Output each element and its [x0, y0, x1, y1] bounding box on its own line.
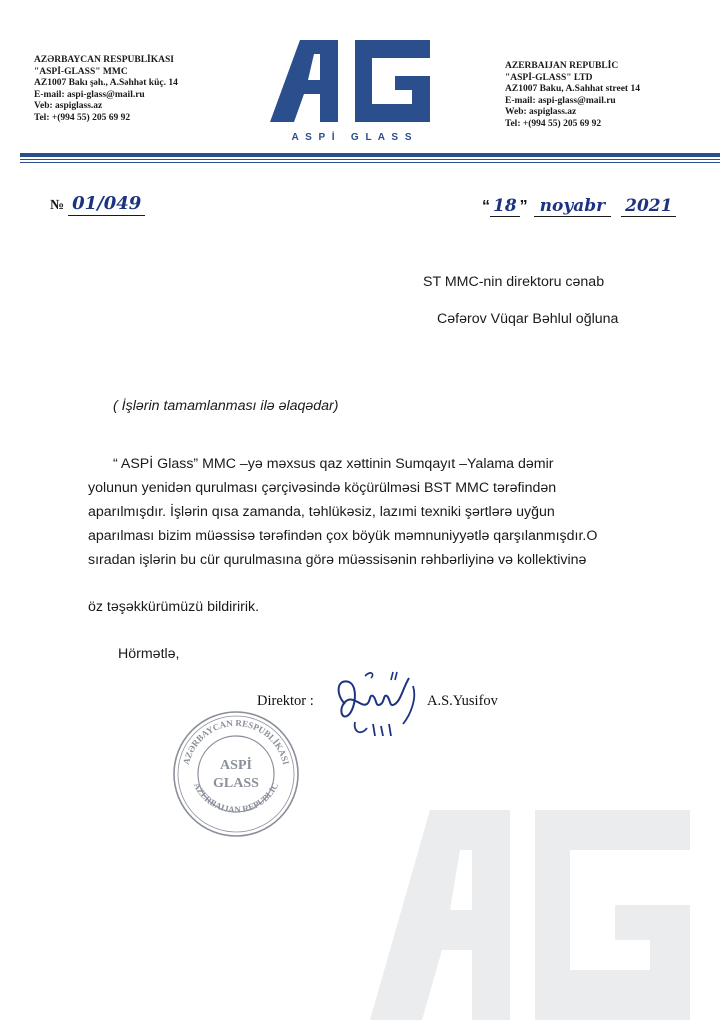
header-left-line: AZƏRBAYCAN RESPUBLİKASI [34, 55, 174, 65]
company-logo [260, 32, 445, 150]
date-month: noyabr [534, 196, 611, 217]
header-divider-thin-2 [20, 162, 720, 163]
header-left-line: Tel: +(994 55) 205 69 92 [34, 112, 131, 123]
date-close-quote: ” [519, 198, 528, 215]
date-open-quote: “ [482, 198, 490, 215]
stamp-seal-icon [170, 708, 302, 840]
date-year: 2021 [621, 196, 676, 217]
body-line: “ ASPİ Glass” MMC –yə məxsus qaz xəttinin Sumqayıt –Yalama dəmir [113, 456, 554, 472]
handwritten-signature [325, 664, 420, 744]
watermark-logo [360, 790, 700, 1020]
header-divider-thin [20, 159, 720, 160]
logo-wordmark: A S P İ G L A S S [291, 132, 414, 143]
header-right-line: AZERBAIJAN REPUBLİC [505, 61, 619, 71]
header-right-line: Tel: +(994 55) 205 69 92 [505, 118, 602, 129]
stamp-center-line-2: GLASS [213, 776, 259, 791]
company-stamp [170, 708, 302, 840]
stamp-ring-top: AZƏRBAYCAN RESPUBLİKASI [180, 717, 292, 766]
header-right-line: "ASPİ-GLASS" LTD [505, 72, 593, 83]
recipient-line-2: Cəfərov Vüqar Bəhlul oğluna [437, 311, 619, 327]
body-line: yolunun yenidən qurulması çərçivəsində köçürülməsi BST MMC tərəfindən [88, 480, 557, 496]
header-left-line: Veb: aspiglass.az [34, 101, 103, 111]
body-line: sıradan işlərin bu cür qurulmasına görə müəssisənin rəhbərliyinə və kollektivinə [88, 552, 587, 568]
closing-greeting: Hörmətlə, [118, 646, 180, 662]
signatory-title: Direktor : [257, 693, 314, 709]
header-left-line: AZ1007 Bakı şəh., A.Səhhət küç. 14 [34, 78, 178, 88]
header-left-line: E-mail: aspi-glass@mail.ru [34, 89, 145, 100]
recipient-line-1: ST MMC-nin direktoru cənab [423, 274, 605, 290]
stamp-center-line-1: ASPİ [220, 758, 252, 773]
header-right-line: E-mail: aspi-glass@mail.ru [505, 95, 616, 106]
letter-subject: ( İşlərin tamamlanması ilə əlaqədar) [113, 398, 339, 414]
reference-number [50, 193, 145, 216]
header-right-address [505, 61, 640, 130]
body-line: aparılmışdır. İşlərin qısa zamanda, təhlükəsiz, lazımi texniki şərtlərə uyğun [88, 504, 555, 520]
reference-value: 01/049 [68, 193, 145, 216]
header-left-address [34, 55, 178, 124]
header-right-line: Web: aspiglass.az [505, 107, 577, 117]
reference-prefix: № [50, 198, 65, 213]
stamp-ring-bottom: AZERBAIJAN REPUBLIC [191, 780, 281, 815]
body-line: aparılması bizim müəssisə tərəfindən çox böyük məmnuniyyətlə qarşılanmışdır.O [88, 528, 598, 544]
header-right-line: AZ1007 Baku, A.Sahhat street 14 [505, 84, 640, 94]
letter-date [482, 196, 676, 217]
header-left-line: "ASPİ-GLASS" MMC [34, 66, 128, 77]
date-day: 18 [490, 196, 520, 217]
signatory-name: A.S.Yusifov [427, 693, 498, 709]
header-divider-thick [20, 153, 720, 157]
body-line: öz təşəkkürümüzü bildiririk. [88, 599, 260, 615]
